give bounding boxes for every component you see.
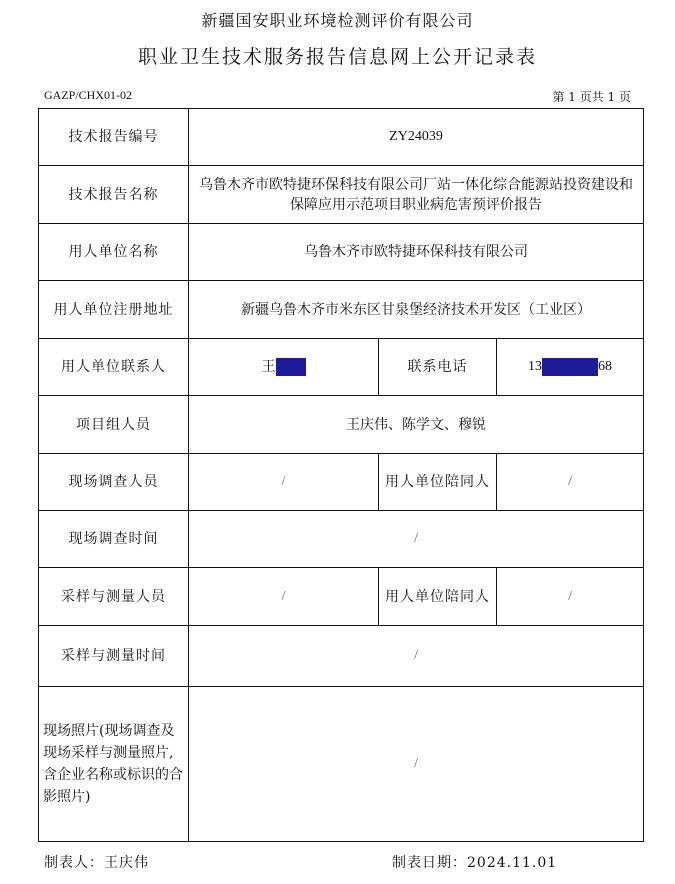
row-employer — [39, 224, 644, 281]
team-label: 项目组人员 — [39, 396, 189, 454]
employer-label: 用人单位名称 — [39, 224, 189, 281]
document-code: GAZP/CHX01-02 — [44, 88, 133, 102]
row-address — [39, 281, 644, 339]
document-title: 职业卫生技术服务报告信息网上公开记录表 — [137, 46, 537, 68]
address-label: 用人单位注册地址 — [39, 281, 189, 339]
sampling-time-label: 采样与测量时间 — [39, 626, 189, 687]
redaction-mask — [542, 358, 598, 376]
report-name-value: 乌鲁木齐市欧特捷环保科技有限公司厂站一体化综合能源站投资建设和保障应用示范项目职业病危害预评价报告 — [189, 166, 644, 224]
survey-time-label: 现场调查时间 — [39, 511, 189, 568]
row-contact — [39, 339, 644, 396]
report-no-label: 技术报告编号 — [39, 109, 189, 166]
row-survey-staff — [39, 454, 644, 511]
contact-label: 用人单位联系人 — [39, 339, 189, 396]
team-value: 王庆伟、陈学文、穆锐 — [189, 396, 644, 454]
report-name-label: 技术报告名称 — [39, 166, 189, 224]
page-info: 第 1 页共 1 页 — [552, 90, 631, 104]
record-table — [38, 108, 644, 842]
row-survey-time — [39, 511, 644, 568]
prepared-by: 制表人：王庆伟 — [44, 855, 149, 871]
companion-value-1: / — [497, 454, 644, 511]
redaction-mask — [276, 358, 306, 376]
phone-label: 联系电话 — [379, 339, 497, 396]
row-sampling-time — [39, 626, 644, 687]
survey-time-value: / — [189, 511, 644, 568]
employer-value: 乌鲁木齐市欧特捷环保科技有限公司 — [189, 224, 644, 281]
address-value: 新疆乌鲁木齐市米东区甘泉堡经济技术开发区（工业区） — [189, 281, 644, 339]
row-report-name — [39, 166, 644, 224]
contact-name-prefix: 王 — [261, 359, 276, 375]
sampling-staff-label: 采样与测量人员 — [39, 568, 189, 626]
phone-prefix: 13 — [528, 359, 542, 374]
phone-value — [497, 339, 644, 396]
companion-label-1: 用人单位陪同人 — [379, 454, 497, 511]
photo-value: / — [189, 687, 644, 842]
sampling-staff-value: / — [189, 568, 379, 626]
survey-staff-value: / — [189, 454, 379, 511]
companion-value-2: / — [497, 568, 644, 626]
row-sampling-staff — [39, 568, 644, 626]
companion-label-2: 用人单位陪同人 — [379, 568, 497, 626]
row-team — [39, 396, 644, 454]
sampling-time-value: / — [189, 626, 644, 687]
prepared-date: 制表日期：2024.11.01 — [392, 855, 558, 871]
photo-label: 现场照片(现场调查及现场采样与测量照片,含企业名称或标识的合影照片) — [39, 687, 189, 842]
phone-suffix: 68 — [598, 359, 612, 374]
contact-value — [189, 339, 379, 396]
row-photo — [39, 687, 644, 842]
report-no-value: ZY24039 — [189, 109, 644, 166]
company-name: 新疆国安职业环境检测评价有限公司 — [201, 11, 474, 30]
survey-staff-label: 现场调查人员 — [39, 454, 189, 511]
row-report-no — [39, 109, 644, 166]
